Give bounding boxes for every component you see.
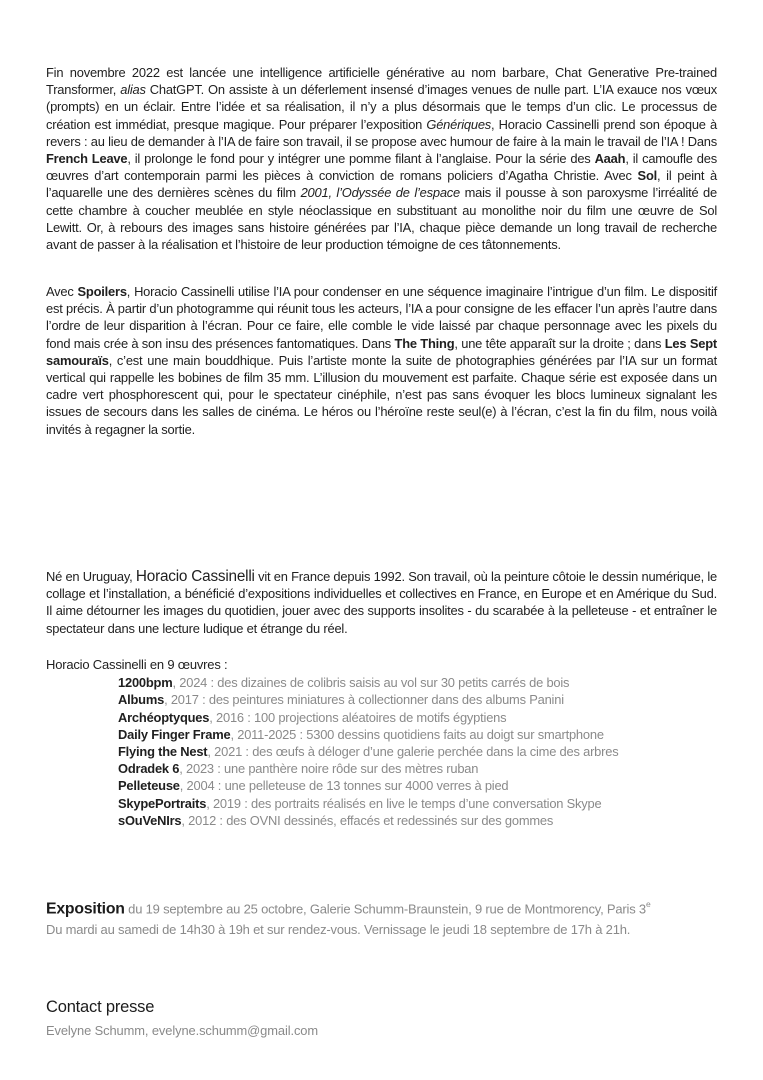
work-item xyxy=(118,777,717,794)
exposition-section xyxy=(46,894,717,940)
work-title: Odradek 6 xyxy=(118,761,180,777)
exposition-info-line xyxy=(46,894,717,919)
work-title: sOuVeNIrs xyxy=(118,812,182,828)
work-description: , 2024 : des dizaines de colibris saisis au vol sur 30 petits carrés de bois xyxy=(172,675,570,691)
work-title: Albums xyxy=(118,692,165,708)
exposition-hours: Du mardi au samedi de 14h30 à 19h et sur rendez-vous. Vernissage le jeudi 18 septembre de 17h à 21h. xyxy=(46,922,631,938)
work-item xyxy=(118,709,717,726)
work-item xyxy=(118,812,717,829)
bio-paragraph: Né en Uruguay, Horacio Cassinelli vit en France depuis 1992. Son travail, où la peinture côtoie le dessin numérique, le collage et l’installation, a bénéficié d’expositions individuelles et collectives en France, en Europe et en Amérique du Sud. Il aime détourner les images du quotidien, jouer avec des supports insolites - du scarabée à la pelleteuse - et entraîner le spectateur dans une lecture ludique et étrange du réel. xyxy=(46,568,717,636)
links-section xyxy=(46,944,717,950)
work-description: , 2012 : des OVNI dessinés, effacés et redessinés sur des gommes xyxy=(181,812,554,828)
work-description: , 2011-2025 : 5300 dessins quotidiens faits au doigt sur smartphone xyxy=(230,726,604,742)
work-description: , 2017 : des peintures miniatures à collectionner dans des albums Panini xyxy=(164,692,564,708)
contact-section xyxy=(46,997,717,1038)
work-description: , 2016 : 100 projections aléatoires de motifs égyptiens xyxy=(209,709,507,725)
work-item xyxy=(118,726,717,743)
work-description: , 2004 : une pelleteuse de 13 tonnes sur 4000 verres à pied xyxy=(179,778,509,794)
work-title: 1200bpm xyxy=(118,675,173,691)
work-title: Archéoptyques xyxy=(118,709,210,725)
work-item xyxy=(118,760,717,777)
work-title: Flying the Nest xyxy=(118,744,208,760)
exposition-title: Exposition xyxy=(46,900,125,918)
work-item xyxy=(118,743,717,760)
work-description: , 2019 : des portraits réalisés en live le temps d’une conversation Skype xyxy=(206,795,602,811)
works-heading: Horacio Cassinelli en 9 œuvres : xyxy=(46,657,228,672)
work-description: , 2023 : une panthère noire rôde sur des mètres ruban xyxy=(179,761,479,777)
work-description: , 2021 : des œufs à déloger d’une galerie perchée dans la cime des arbres xyxy=(207,744,619,760)
work-title: Pelleteuse xyxy=(118,778,180,794)
works-section xyxy=(46,656,717,829)
work-title: SkypePortraits xyxy=(118,795,207,811)
intro-paragraph: Fin novembre 2022 est lancée une intelligence artificielle générative au nom barbare, Chat Generative Pre-trained Transformer, alias ChatGPT. On assiste à un déferlement insensé d’images venues de nulle part. L’IA exauce nos vœux (prompts) en un éclair. Entre l’idée et sa réalisation, il n’y a plus désormais que le temps d’un clic. Le processus de création est immédiat, presque magique. Pour préparer l’exposition Génériques, Horacio Cassinelli prend son époque à revers : au lieu de demander à l’IA de faire son travail, il se propose avec humour de faire à la main le travail de l’IA ! Dans French Leave, il prolonge le fond pour y intégrer une pomme filant à l’anglaise. Pour la série des Aaah, il camoufle des œuvres d’art contemporain parmi les pièces à conviction de romans policiers d’Agatha Christie. Avec Sol, il peint à l’aquarelle une des dernières scènes du film 2001, l’Odyssée de l’espace mais il pousse à son paroxysme l’irréalité de cette chambre à coucher meublée en style néoclassique en substituant au monolithe noir du film une œuvre de Sol Lewitt. Or, à rebours des images sans histoire générées par l’IA, chaque pièce demande un long travail de recherche avant de passer à la réalisation et l’histoire de leur production témoigne de ces tâtonnements. xyxy=(46,65,717,253)
spoilers-paragraph: Avec Spoilers, Horacio Cassinelli utilise l’IA pour condenser en une séquence imaginaire l’intrigue d’un film. Le dispositif est précis. À partir d’un photogramme qui réunit tous les acteurs, l’IA a pour consigne de les effacer l’un après l’autre dans l’ordre de leur disparition à l’écran. Pour ce faire, elle comble le vide laissé par chaque personnage avec les pixels du fond mais crée à son insu des présences fantomatiques. Dans The Thing, une tête apparaît sur la droite ; dans Les Sept samouraïs, c’est une main bouddhique. Puis l’artiste monte la suite de photographies générées par l’IA sur un format vertical qui rappelle les bobines de film 35 mm. L’illusion du mouvement est parfaite. Chaque série est exposée dans un cadre vert phosphorescent qui, pour le spectateur cinéphile, n’est pas sans évoquer les blocs lumineux signalant les issues de secours dans les salles de cinéma. Le héros ou l’héroïne reste seul(e) à l’écran, c’est la fin du film, nous voilà invités à regagner la sortie. xyxy=(46,284,717,437)
work-item xyxy=(118,691,717,708)
work-item xyxy=(118,795,717,812)
contact-email-line[interactable]: Evelyne Schumm, evelyne.schumm@gmail.com xyxy=(46,1023,319,1038)
arrondissement-superscript: e xyxy=(645,899,651,909)
contact-heading: Contact presse xyxy=(46,998,155,1016)
work-item xyxy=(118,674,717,691)
work-title: Daily Finger Frame xyxy=(118,726,231,742)
works-list xyxy=(46,674,717,829)
exposition-details: du 19 septembre au 25 octobre, Galerie Schumm-Braunstein, 9 rue de Montmorency, Paris 3 xyxy=(124,901,646,917)
